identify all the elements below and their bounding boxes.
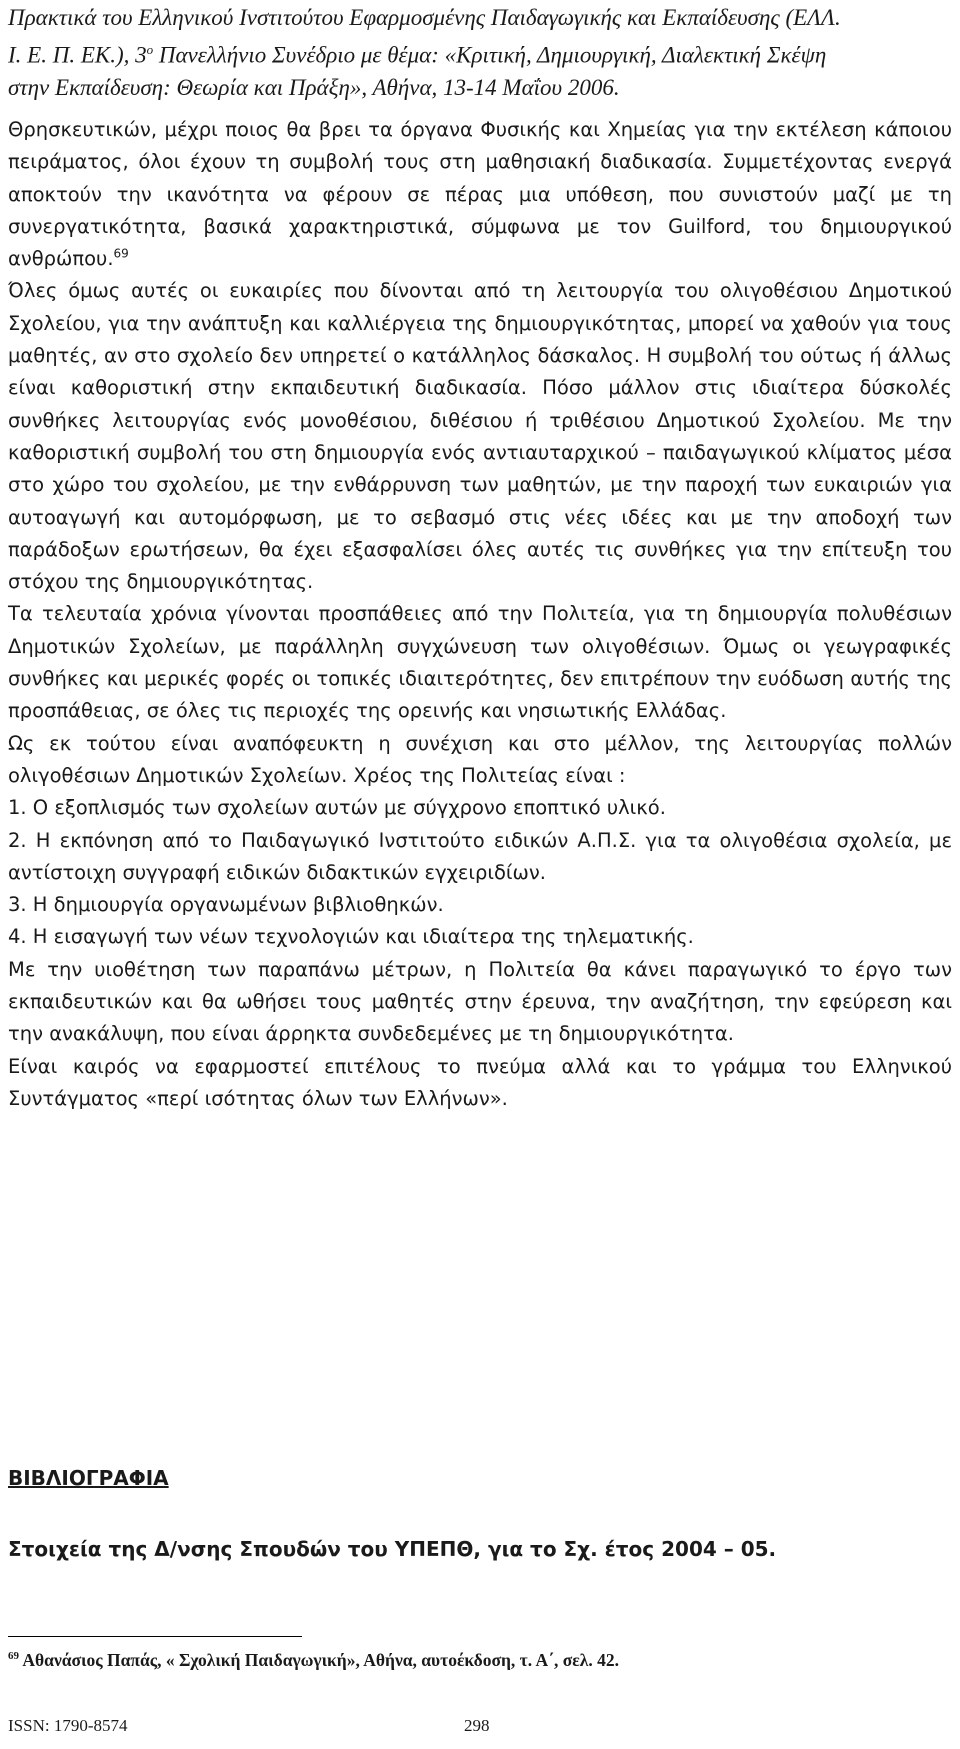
header-line-2-end: Πανελλήνιο Συνέδριο με θέμα: «Κριτική, Δημιουργική, Διαλεκτική Σκέψη [153,42,827,68]
footnote-number: 69 [8,1650,19,1662]
list-item-3: 3. Η δημιουργία οργανωμένων βιβλιοθηκών. [8,893,444,917]
bibliography-entry: Στοιχεία της Δ/νσης Σπουδών του ΥΠΕΠΘ, για το Σχ. έτος 2004 – 05. [8,1537,777,1561]
paragraph-4: Ως εκ τούτου είναι αναπόφευκτη η συνέχιση και στο μέλλον, της λειτουργίας πολλών ολιγοθέσιων Δημοτικών Σχολείων. Χρέος της Πολιτείας είναι : [8,731,952,787]
list-item-1: 1. Ο εξοπλισμός των σχολείων αυτών με σύγχρονο εποπτικό υλικό. [8,796,666,820]
main-text [8,114,952,1115]
footnote-reference[interactable]: 69 [113,246,129,261]
paragraph-3: Τα τελευταία χρόνια γίνονται προσπάθειες από την Πολιτεία, για τη δημιουργία πολυθέσιων Δημοτικών Σχολείων, με παράλληλη συγχώνευση των ολιγοθέσιων. Όμως οι γεωγραφικές συνθήκες και μερικές φορές οι τοπικές ιδιαιτερότητες, δεν επιτρέπουν την ευόδωση αυτής της προσπάθειας, σε όλες τις περιοχές της ορεινής και νησιωτικής Ελλάδας. [8,602,952,723]
issn-label: ISSN: 1790-8574 [8,1716,128,1735]
paragraph-6: Είναι καιρός να εφαρμοστεί επιτέλους το πνεύμα αλλά και το γράμμα του Ελληνικού Συντάγματος «περί ισότητας όλων των Ελλήνων». [8,1054,952,1110]
header-ordinal: ο [146,42,154,57]
footnote-separator [8,1636,302,1637]
paragraph-5: Με την υιοθέτηση των παραπάνω μέτρων, η Πολιτεία θα κάνει παραγωγικό το έργο των εκπαιδευτικών και θα ωθήσει τους μαθητές στην έρευνα, την αναζήτηση, την εφεύρεση και την ανακάλυψη, που είναι άρρηκτα συνδεδεμένες με τη δημιουργικότητα. [8,957,952,1046]
running-header [8,2,952,104]
header-line-2 [8,34,952,72]
footnote [8,1644,952,1672]
header-line-3: στην Εκπαίδευση: Θεωρία και Πράξη», Αθήνα, 13-14 Μαΐου 2006. [8,74,620,100]
list-item-2: 2. Η εκπόνηση από το Παιδαγωγικό Ινστιτούτο ειδικών Α.Π.Σ. για τα ολιγοθέσια σχολεία, με αντίστοιχη συγγραφή ειδικών διδακτικών εγχειριδίων. [8,828,952,884]
footnote-text: Αθανάσιος Παπάς, « Σχολική Παιδαγωγική», Αθήνα, αυτοέκδοση, τ. Α΄, σελ. 42. [19,1649,619,1670]
header-line-1: Πρακτικά του Ελληνικού Ινστιτούτου Εφαρμοσμένης Παιδαγωγικής και Εκπαίδευσης (ΕΛΛ. [8,5,841,30]
list-item-4: 4. Η εισαγωγή των νέων τεχνολογιών και ιδιαίτερα της τηλεματικής. [8,925,694,949]
page-footer [8,1716,952,1744]
paragraph-1 [8,114,952,275]
bibliography-heading: ΒΙΒΛΙΟΓΡΑΦΙΑ [8,1466,169,1490]
header-line-2-start: Ι. Ε. Π. ΕΚ.), 3 [8,42,147,68]
paragraph-1-text: Θρησκευτικών, μέχρι ποιος θα βρει τα όργανα Φυσικής και Χημείας για την εκτέλεση κάποιου πειράματος, όλοι έχουν τη συμβολή τους στη μαθησιακή διαδικασία. Συμμετέχοντας ενεργά αποκτούν την ικανότητα να φέρουν σε πέρας μια υπόθεση, που συνιστούν μαζί με τη συνεργατικότητα, βασικά χαρακτηριστικά, σύμφωνα με τον Guilford, του δημιουργικού ανθρώπου. [8,118,952,271]
paragraph-2: Όλες όμως αυτές οι ευκαιρίες που δίνονται από τη λειτουργία του ολιγοθέσιου Δημοτικού Σχολείου, για την ανάπτυξη και καλλιέργεια της δημιουργικότητας, μπορεί να χαθούν για τους μαθητές, αν στο σχολείο δεν υπηρετεί ο κατάλληλος δάσκαλος. Η συμβολή του ούτως ή άλλως είναι καθοριστική στην εκπαιδευτική διαδικασία. Πόσο μάλλον στις ιδιαίτερα δύσκολές συνθήκες λειτουργίας ενός μονοθέσιου, διθέσιου ή τριθέσιου Δημοτικού Σχολείου. Με την καθοριστική συμβολή του στη δημιουργία ενός αντιαυταρχικού – παιδαγωγικού κλίματος μέσα στο χώρο του σχολείου, με την ενθάρρυνση των μαθητών, με την παροχή των ευκαιριών για αυτοαγωγή και αυτομόρφωση, με το σεβασμό στις νέες ιδέες και με την αποδοχή των παράδοξων ερωτήσεων, θα έχει εξασφαλίσει όλες αυτές τις συνθήκες για την επίτευξη του στόχου της δημιουργικότητας. [8,279,952,594]
page-number: 298 [464,1716,490,1735]
